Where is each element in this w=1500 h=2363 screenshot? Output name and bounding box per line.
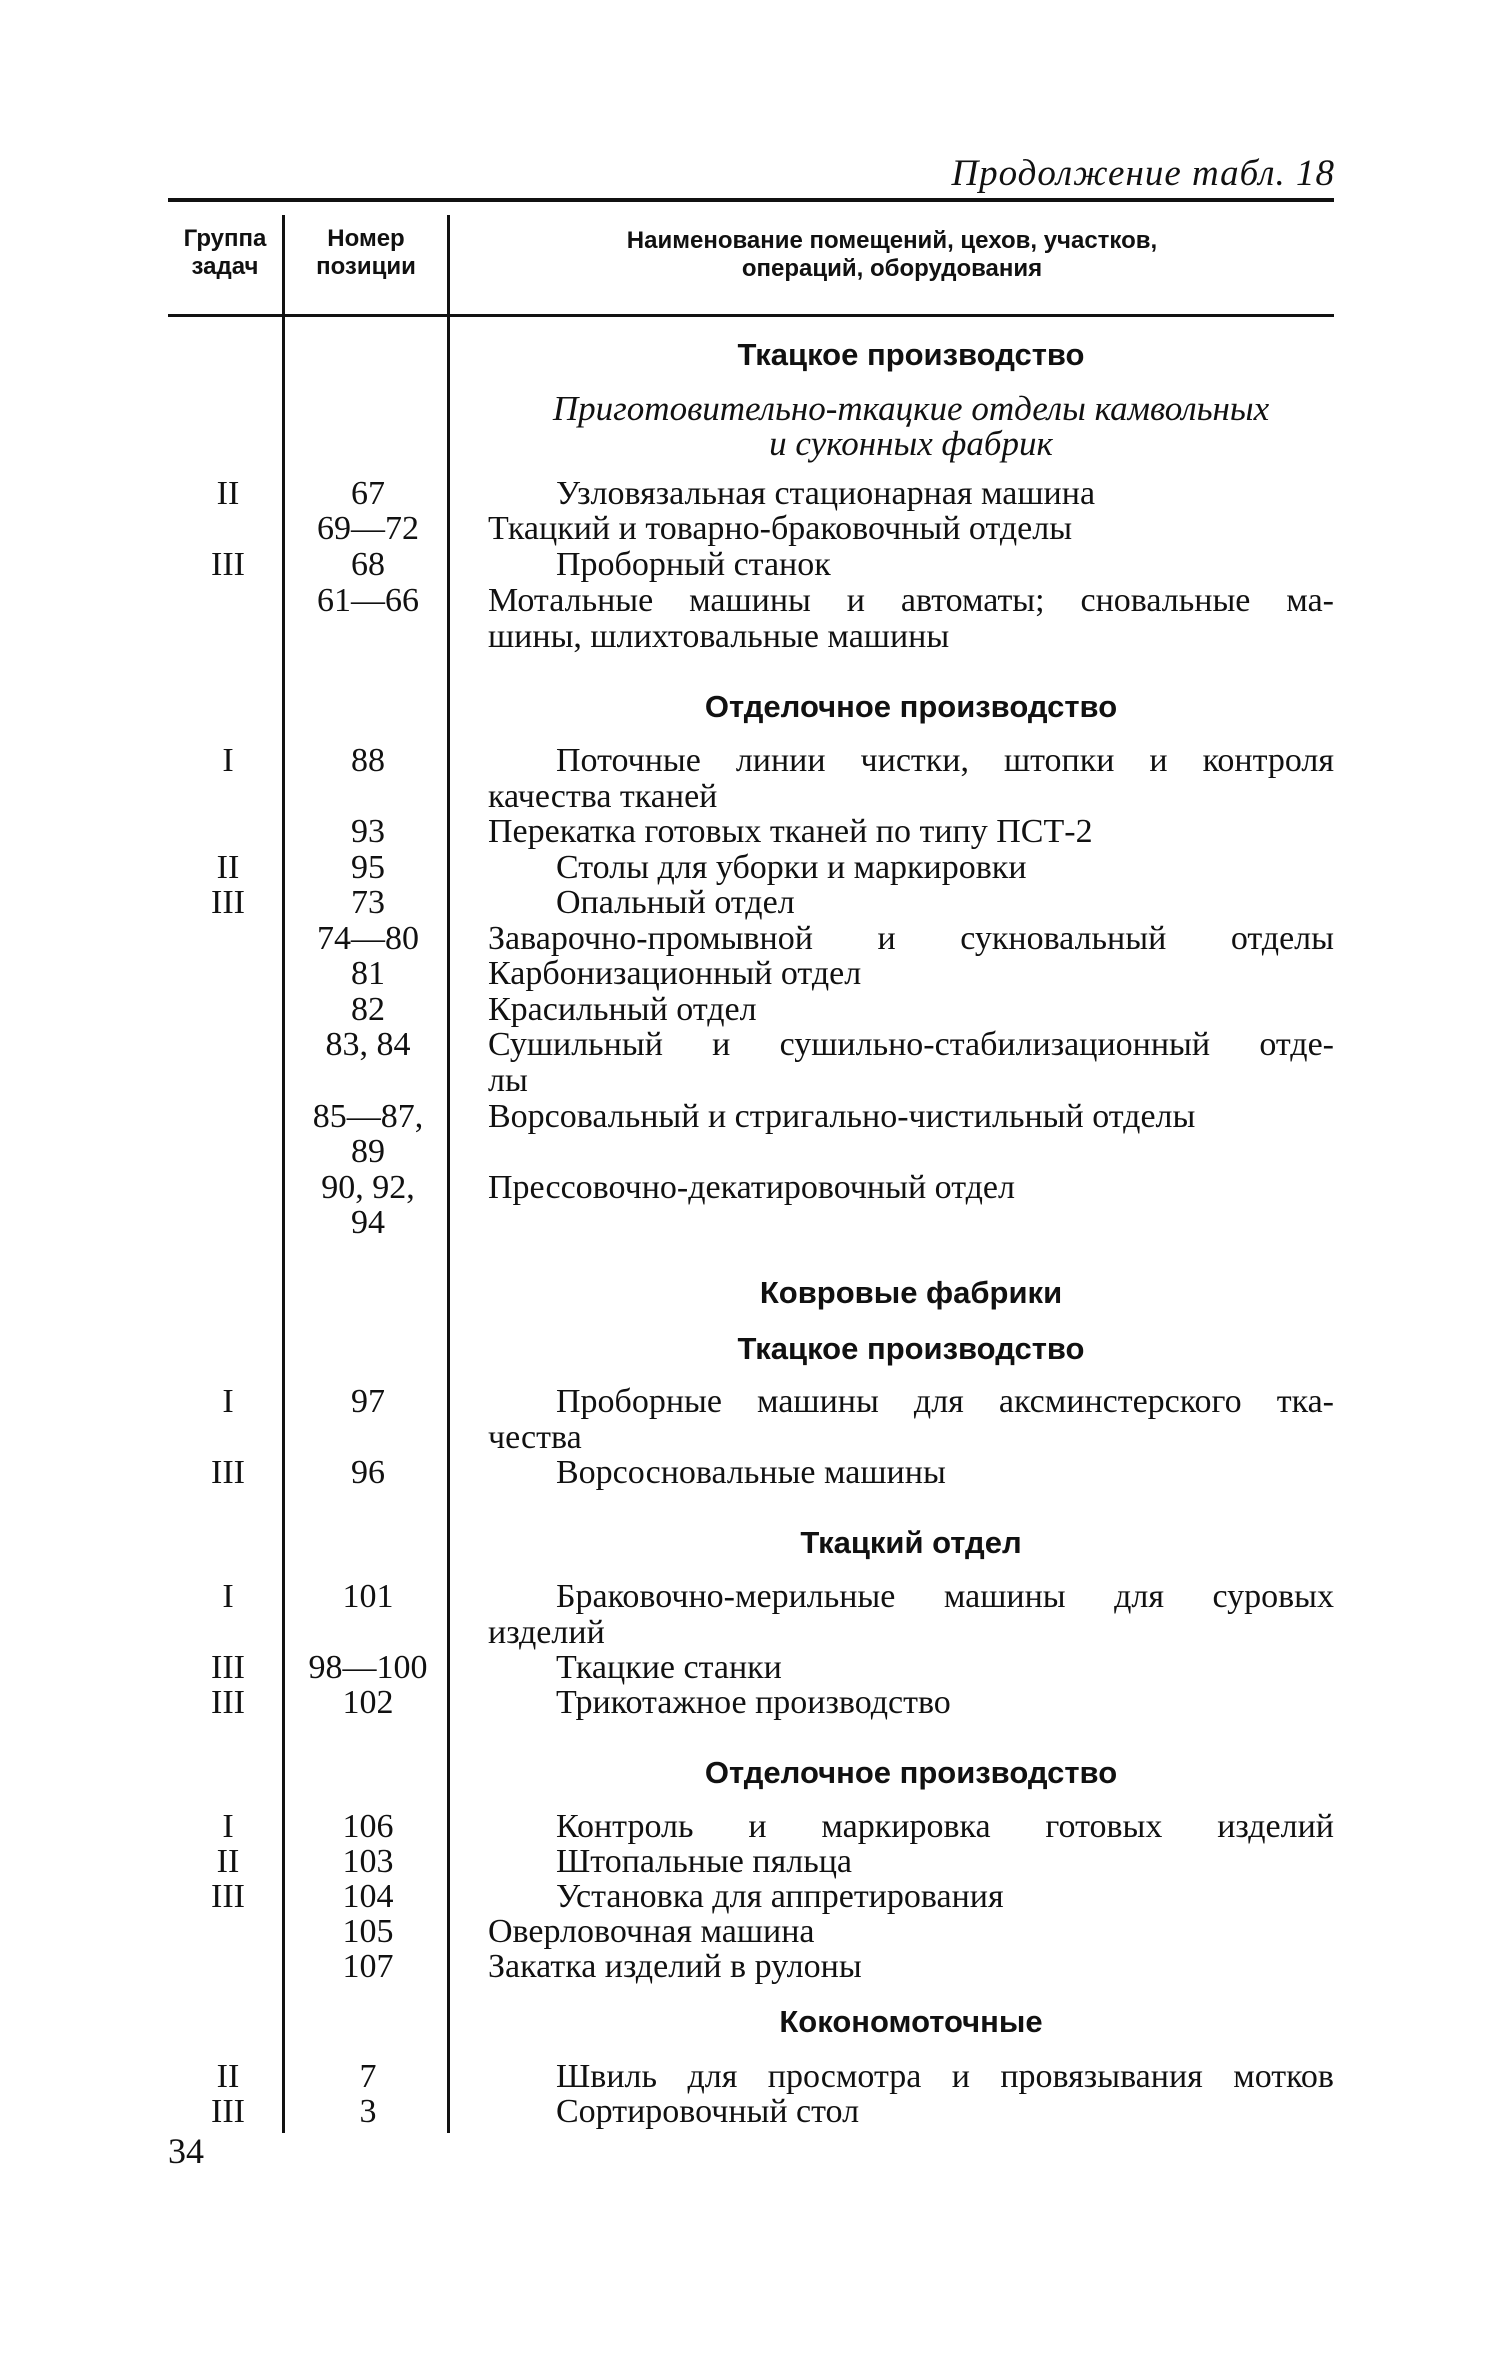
table-row: III 3 Сортировочный стол xyxy=(211,2093,860,2130)
table-row: III 98—100 Ткацкие станки xyxy=(211,1649,782,1686)
table-row: лы xyxy=(488,1062,528,1099)
table-row: 89 xyxy=(351,1133,385,1170)
table-row: 90, 92, Прессовочно-декатировочный отдел xyxy=(321,1169,1015,1206)
table-caption: Продолжение табл. 18 xyxy=(951,153,1335,194)
table-row: II 67 Узловязальная стационарная машина xyxy=(216,475,1096,512)
section-subtitle: и суконных фабрик xyxy=(769,424,1053,463)
table-row: III 96 Ворсосновальные машины xyxy=(211,1454,946,1491)
table-row: 93 Перекатка готовых тканей по типу ПСТ-2 xyxy=(351,813,1093,850)
table-row: II 95 Столы для уборки и маркировки xyxy=(216,849,1027,886)
section-title: Ковровые фабрики xyxy=(759,1275,1063,1310)
table-row: 94 xyxy=(351,1204,385,1241)
header-name: Наименование помещений, цехов, участков, операций, оборудования xyxy=(626,227,1158,282)
section-subtitle: Ткацкое производство xyxy=(737,1331,1085,1366)
table-row: 61—66 Мотальные машины и автоматы; сновальные ма- xyxy=(317,582,1334,619)
section-title: Кокономоточные xyxy=(779,2004,1043,2039)
table-row: изделий xyxy=(488,1614,605,1651)
table-row: 83, 84 Сушильный и сушильно-стабилизационный отде- xyxy=(325,1026,1334,1063)
section-title: Ткацкий отдел xyxy=(800,1525,1022,1560)
table-row: I 97 Проборные машины для аксминстерского тка- xyxy=(222,1383,1334,1420)
section-subtitle: Приготовительно-ткацкие отделы камвольных xyxy=(552,389,1270,428)
table-row: II 103 Штопальные пяльца xyxy=(216,1843,852,1880)
table-row: 69—72 Ткацкий и товарно-браковочный отделы xyxy=(317,510,1073,547)
section-title: Отделочное производство xyxy=(704,689,1118,724)
table-row: качества тканей xyxy=(488,778,718,815)
table-row: II 7 Швиль для просмотра и провязывания мотков xyxy=(216,2058,1334,2095)
table-row: шины, шлихтовальные машины xyxy=(488,618,950,655)
table-row: 85—87, Ворсовальный и стригально-чистильный отделы xyxy=(312,1098,1196,1135)
table-row: III 102 Трикотажное производство xyxy=(211,1684,951,1721)
table-row: I 88 Поточные линии чистки, штопки и контроля xyxy=(222,742,1334,779)
table-row: III 73 Опальный отдел xyxy=(211,884,795,921)
page-number: 34 xyxy=(168,2131,204,2171)
header-number: Номер позиции xyxy=(316,225,416,280)
table-row: I 106 Контроль и маркировка готовых изделий xyxy=(222,1808,1334,1845)
table-row: I 101 Браковочно-мерильные машины для суровых xyxy=(222,1578,1334,1615)
table-row: 74—80 Заварочно-промывной и сукновальный отделы xyxy=(317,920,1334,957)
header-rule xyxy=(168,314,1334,317)
table-row: III 68 Проборный станок xyxy=(211,546,831,583)
top-rule xyxy=(168,198,1334,202)
header-group: Группа задач xyxy=(183,225,267,280)
table-row: 105 Оверловочная машина xyxy=(342,1913,815,1950)
table-row: 81 Карбонизационный отдел xyxy=(351,955,862,992)
section-title: Ткацкое производство xyxy=(737,337,1085,372)
table-row: III 104 Установка для аппретирования xyxy=(211,1878,1004,1915)
table-row: 107 Закатка изделий в рулоны xyxy=(342,1948,862,1985)
section-title: Отделочное производство xyxy=(704,1755,1118,1790)
table-row: чества xyxy=(488,1419,582,1456)
table-row: 82 Красильный отдел xyxy=(351,991,757,1028)
